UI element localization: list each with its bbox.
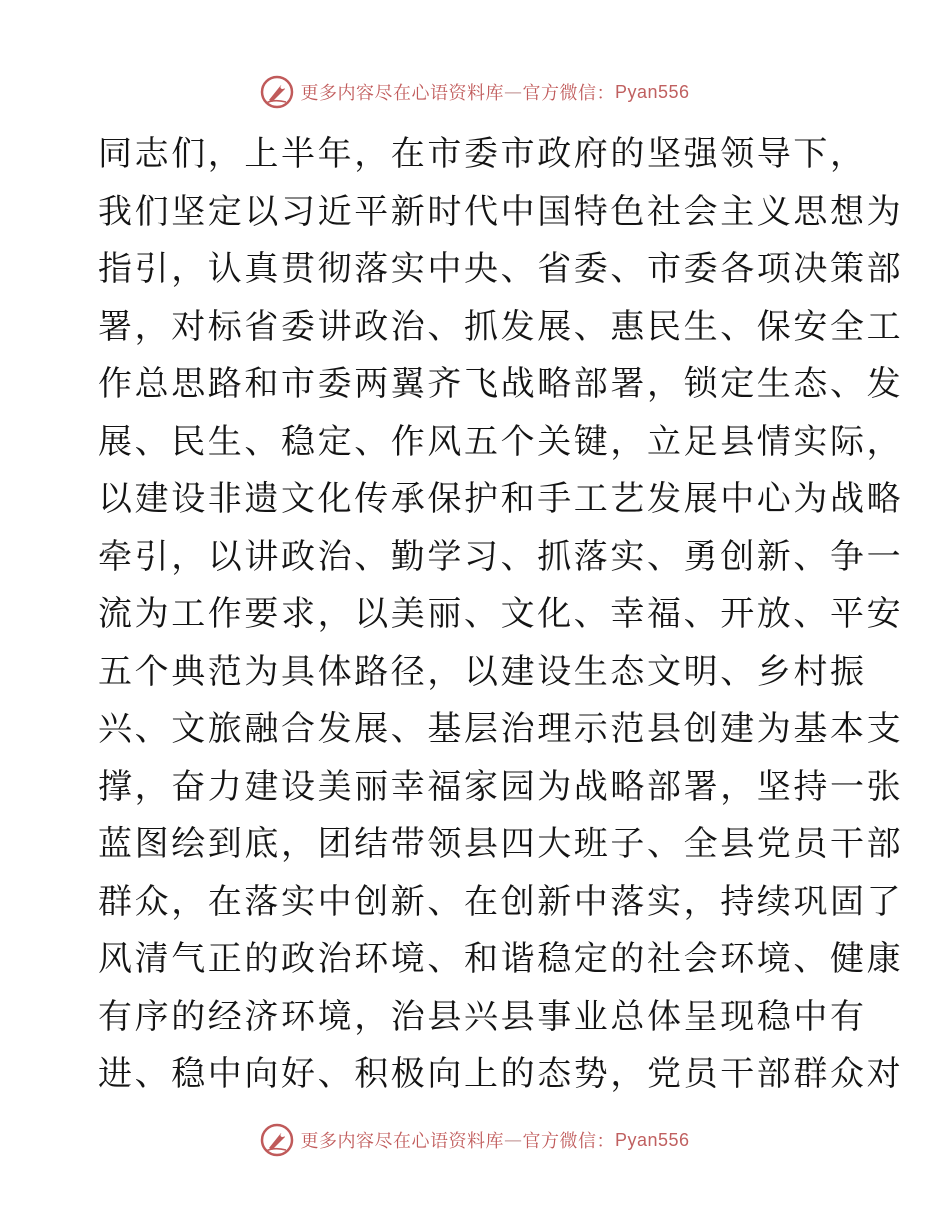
watermark-text: 更多内容尽在心语资料库 xyxy=(300,83,504,104)
body-line: 撑，奋力建设美丽幸福家园为战略部署，坚持一张 xyxy=(98,766,904,807)
body-line: 兴、文旅融合发展、基层治理示范县创建为基本支 xyxy=(98,709,904,749)
body-line: 群众，在落实中创新、在创新中落实，持续巩固了 xyxy=(98,881,904,922)
watermark-text: 更多内容尽在心语资料库 xyxy=(300,1131,504,1152)
body-line: 蓝图绘到底，团结带领县四大班子、全县党员干部 xyxy=(98,824,904,864)
pen-nib-logo-icon xyxy=(260,75,294,109)
watermark-wechat-label: 官方微信： xyxy=(522,83,615,104)
body-line: 指引，认真贯彻落实中央、省委、市委各项决策部 xyxy=(98,249,904,289)
document-body xyxy=(98,126,904,1104)
watermark-separator: — xyxy=(503,81,523,103)
body-line: 署，对标省委讲政治、抓发展、惠民生、保安全工 xyxy=(98,306,904,347)
body-line: 有序的经济环境，治县兴县事业总体呈现稳中有 xyxy=(98,996,867,1037)
watermark-separator: — xyxy=(503,1129,523,1151)
header-watermark-banner xyxy=(0,72,950,112)
watermark-wechat-id: Pyan556 xyxy=(614,81,690,102)
footer-watermark-banner xyxy=(0,1120,950,1160)
body-line: 以建设非遗文化传承保护和手工艺发展中心为战略 xyxy=(98,479,904,519)
watermark-wechat-label: 官方微信： xyxy=(522,1131,615,1152)
body-line: 我们坚定以习近平新时代中国特色社会主义思想为 xyxy=(98,191,904,232)
body-line: 进、稳中向好、积极向上的态势，党员干部群众对 xyxy=(98,1054,904,1094)
body-line: 牵引，以讲政治、勤学习、抓落实、勇创新、争一 xyxy=(98,536,904,577)
body-line: 五个典范为具体路径，以建设生态文明、乡村振 xyxy=(98,651,867,692)
body-line: 风清气正的政治环境、和谐稳定的社会环境、健康 xyxy=(98,939,904,979)
body-line: 展、民生、稳定、作风五个关键，立足县情实际， xyxy=(98,421,904,462)
body-line: 流为工作要求，以美丽、文化、幸福、开放、平安 xyxy=(98,594,904,634)
body-line: 同志们，上半年，在市委市政府的坚强领导下， xyxy=(98,134,867,174)
body-line: 作总思路和市委两翼齐飞战略部署，锁定生态、发 xyxy=(98,364,904,404)
watermark-wechat-id: Pyan556 xyxy=(614,1129,690,1150)
pen-nib-logo-icon xyxy=(260,1123,294,1157)
